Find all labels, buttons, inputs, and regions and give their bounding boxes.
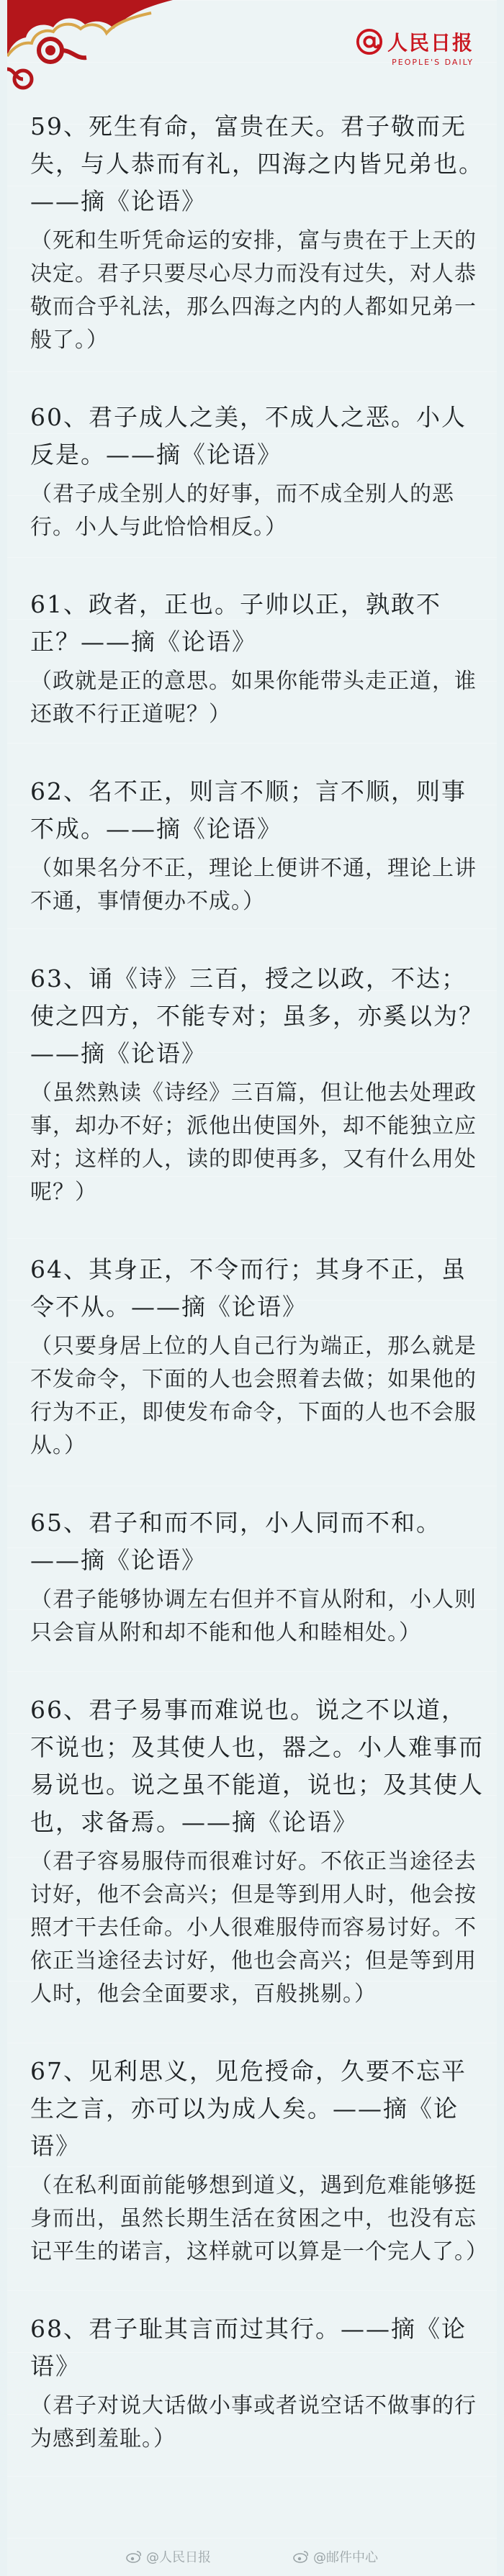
quote-explanation: （虽然熟读《诗经》三百篇，但让他去处理政事，却办不好；派他出使国外，却不能独立应对；这样的人，读的即使再多，又有什么用处呢？） [30, 1080, 477, 1205]
auspicious-cloud-corner-icon [7, 0, 173, 104]
brand-name: 人民日报 [387, 31, 474, 55]
brand-subtitle: PEOPLE'S DAILY [392, 58, 474, 67]
quote-explanation: （死和生听凭命运的安排，富与贵在于上天的决定。君子只要尽心尽力而没有过失，对人恭敬而合乎礼法，那么四海之内的人都如兄弟一般了。） [30, 228, 477, 353]
quote-text: 67、见利思义，见危授命，久要不忘平生之言，亦可以为成人矣。——摘《论语》 [30, 2057, 467, 2160]
quote-list [30, 108, 488, 2498]
quote-explanation: （在私利面前能够想到道义，遇到危难能够挺身而出，虽然长期生活在贫困之中，也没有忘记平生的诺言，这样就可以算是一个完人了。） [30, 2173, 488, 2264]
quote-explanation: （君子能够协调左右但并不盲从附和，小人则只会盲从附和却不能和他人和睦相处。） [30, 1587, 477, 1645]
quote-entry [30, 960, 484, 1209]
quote-text: 68、君子耻其言而过其行。——摘《论语》 [30, 2315, 467, 2380]
quote-explanation: （君子对说大话做小事或者说空话不做事的行为感到羞耻。） [30, 2393, 477, 2451]
watermark-right [293, 2547, 378, 2566]
quote-entry [30, 586, 484, 731]
quote-text: 61、政者，正也。子帅以正，孰敢不正？——摘《论语》 [30, 590, 441, 656]
quote-entry [30, 2053, 488, 2269]
watermark-right-text: @邮件中心 [313, 2550, 378, 2565]
quote-explanation: （政就是正的意思。如果你能带头走正道，谁还敢不行正道呢？） [30, 669, 477, 727]
quote-explanation: （只要身居上位的人自己行为端正，那么就是不发命令，下面的人也会照着去做；如果他的行为不正，即使发布命令，下面的人也不会服从。） [30, 1334, 477, 1458]
watermark [0, 2547, 504, 2566]
quote-text: 66、君子易事而难说也。说之不以道，不说也；及其使人也，器之。小人难事而易说也。说之虽不能道，说也；及其使人也，求备焉。——摘《论语》 [30, 1696, 484, 1836]
quote-text: 59、死生有命，富贵在天。君子敬而无失，与人恭而有礼，四海之内皆兄弟也。——摘《论语》 [30, 112, 484, 215]
watermark-left [126, 2547, 211, 2566]
weibo-icon [293, 2550, 309, 2563]
quote-explanation: （君子容易服侍而很难讨好。不依正当途径去讨好，他不会高兴；但是等到用人时，他会按照才干去任命。小人很难服侍而容易讨好。不依正当途径去讨好，他也会高兴；但是等到用人时，他会全面要求，百般挑剔。） [30, 1849, 477, 2007]
quote-entry [30, 773, 484, 918]
quote-entry [30, 108, 484, 357]
quote-text: 62、名不正，则言不顺；言不顺，则事不成。——摘《论语》 [30, 777, 467, 843]
weibo-icon [126, 2550, 142, 2563]
quote-text: 60、君子成人之美，不成人之恶。小人反是。——摘《论语》 [30, 403, 467, 469]
at-sign-icon [356, 28, 383, 55]
watermark-left-text: @人民日报 [146, 2550, 211, 2565]
quote-explanation: （如果名分不正，理论上便讲不通，理论上讲不通，事情便办不成。） [30, 856, 477, 914]
brand-logo [356, 27, 474, 67]
page-frame [7, 0, 497, 2576]
quote-explanation: （君子成全别人的好事，而不成全别人的恶行。小人与此恰恰相反。） [30, 482, 454, 540]
quote-entry [30, 1504, 484, 1650]
quote-text: 65、君子和而不同，小人同而不和。——摘《论语》 [30, 1509, 441, 1574]
quote-entry [30, 1251, 484, 1463]
quote-entry [30, 399, 484, 544]
quote-entry [30, 2310, 484, 2456]
quote-text: 64、其身正，不令而行；其身不正，虽令不从。——摘《论语》 [30, 1255, 467, 1321]
quote-text: 63、诵《诗》三百，授之以政，不达；使之四方，不能专对；虽多，亦奚以为？——摘《论语》 [30, 964, 484, 1067]
quote-entry [30, 1691, 484, 2011]
